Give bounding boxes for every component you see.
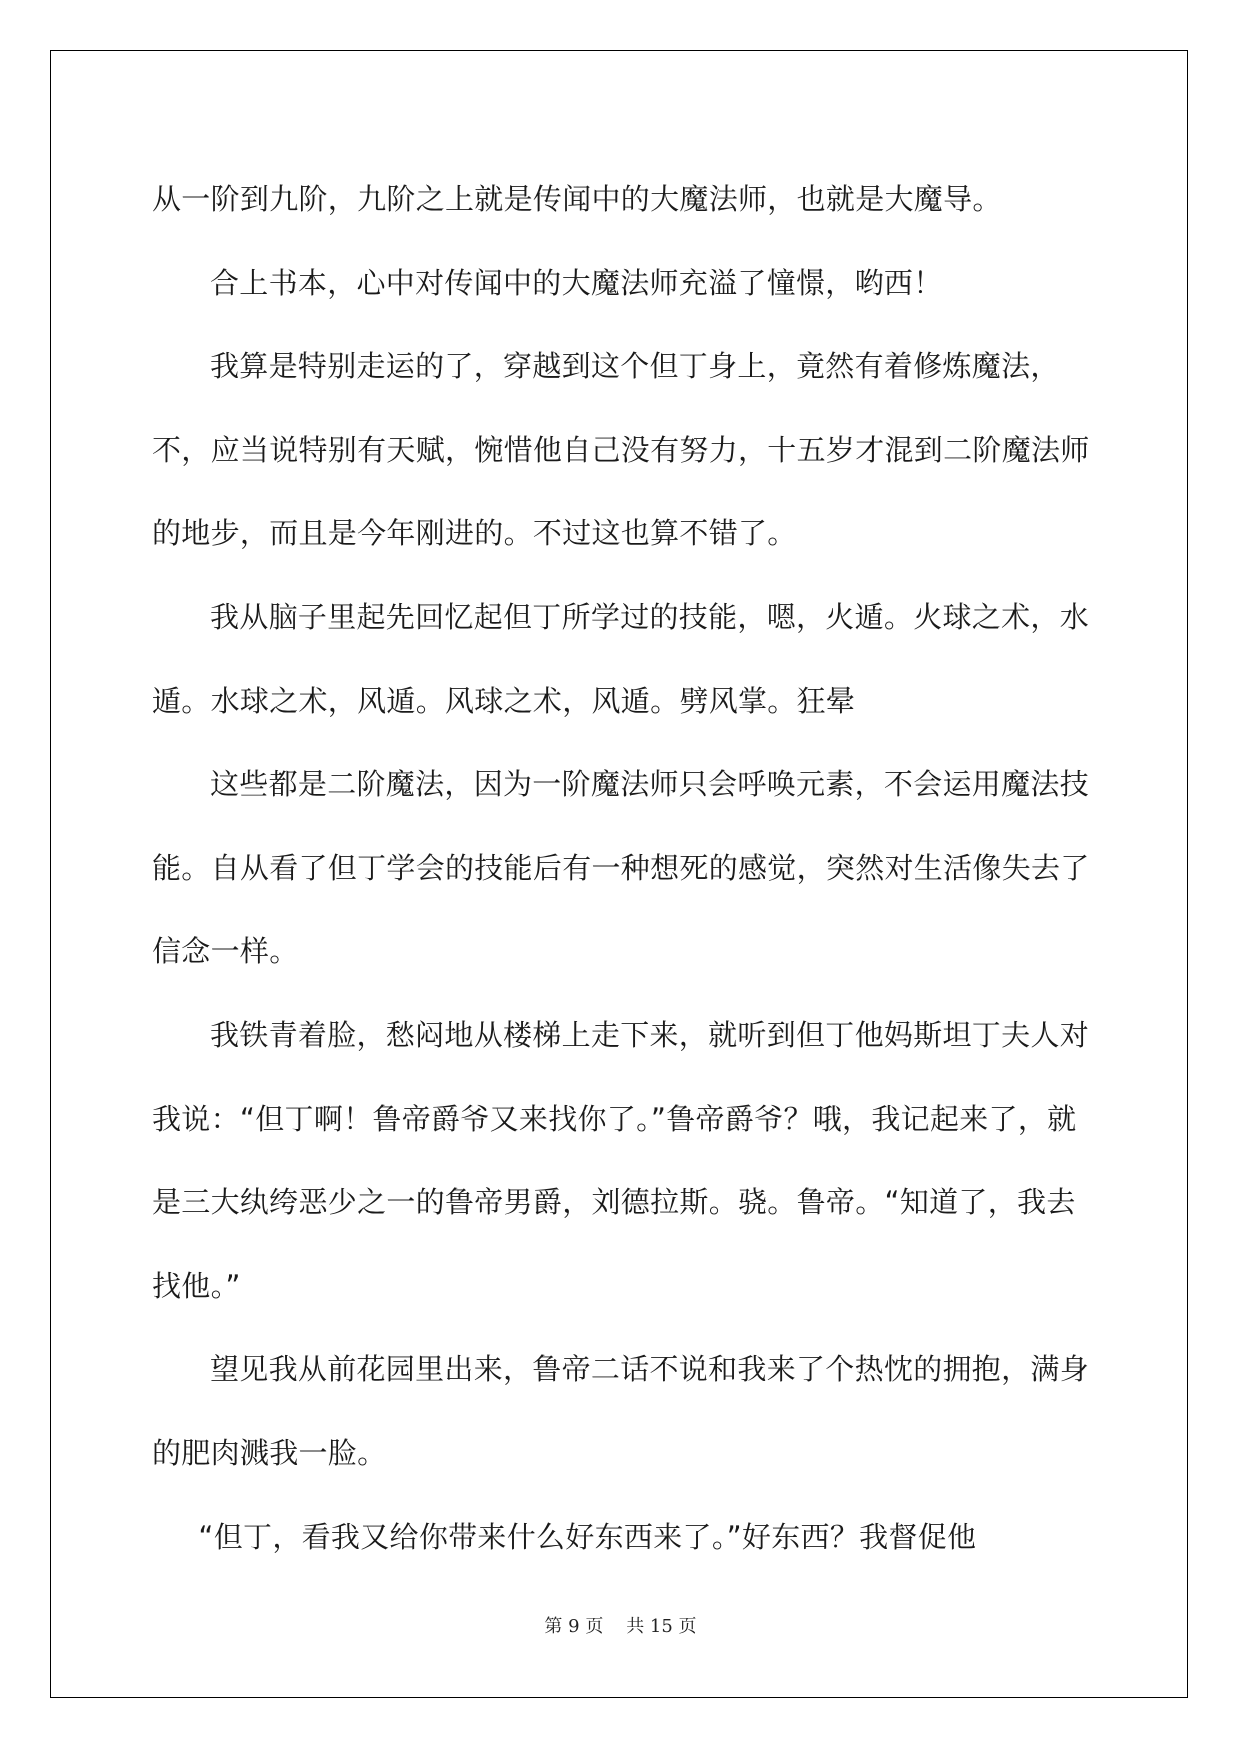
paragraph-5: 这些都是二阶魔法，因为一阶魔法师只会呼唤元素，不会运用魔法技能。自从看了但丁学会的技能后有一种想死的感觉，突然对生活像失去了信念一样。 xyxy=(152,767,1090,969)
document-body xyxy=(152,158,1092,1579)
paragraph-6: 我铁青着脸，愁闷地从楼梯上走下来，就听到但丁他妈斯坦丁夫人对我说：“但丁啊！鲁帝爵爷又来找你了。”鲁帝爵爷？哦，我记起来了，就是三大纨绔恶少之一的鲁帝男爵，刘德拉斯。骁。鲁帝。“知道了，我去找他。” xyxy=(152,1017,1090,1303)
paragraph-3: 我算是特别走运的了，穿越到这个但丁身上，竟然有着修炼魔法，不，应当说特别有天赋，惋惜他自己没有努力，十五岁才混到二阶魔法师的地步，而且是今年刚进的。不过这也算不错了。 xyxy=(152,349,1090,551)
paragraph-2: 合上书本，心中对传闻中的大魔法师充溢了憧憬，哟西！ xyxy=(210,265,943,300)
page-number-label: 第 9 页 共 15 页 xyxy=(544,1616,697,1637)
paragraph-7: 望见我从前花园里出来，鲁帝二话不说和我来了个热忱的拥抱，满身的肥肉溅我一脸。 xyxy=(152,1352,1090,1470)
paragraph-4: 我从脑子里起先回忆起但丁所学过的技能，嗯，火遁。火球之术，水遁。水球之术，风遁。风球之术，风遁。劈风掌。狂晕 xyxy=(152,599,1090,718)
page-footer xyxy=(0,1612,1241,1638)
paragraph-1: 从一阶到九阶，九阶之上就是传闻中的大魔法师，也就是大魔导。 xyxy=(152,182,1002,216)
paragraph-8: “但丁，看我又给你带来什么好东西来了。”好东西？我督促他 xyxy=(198,1519,977,1554)
